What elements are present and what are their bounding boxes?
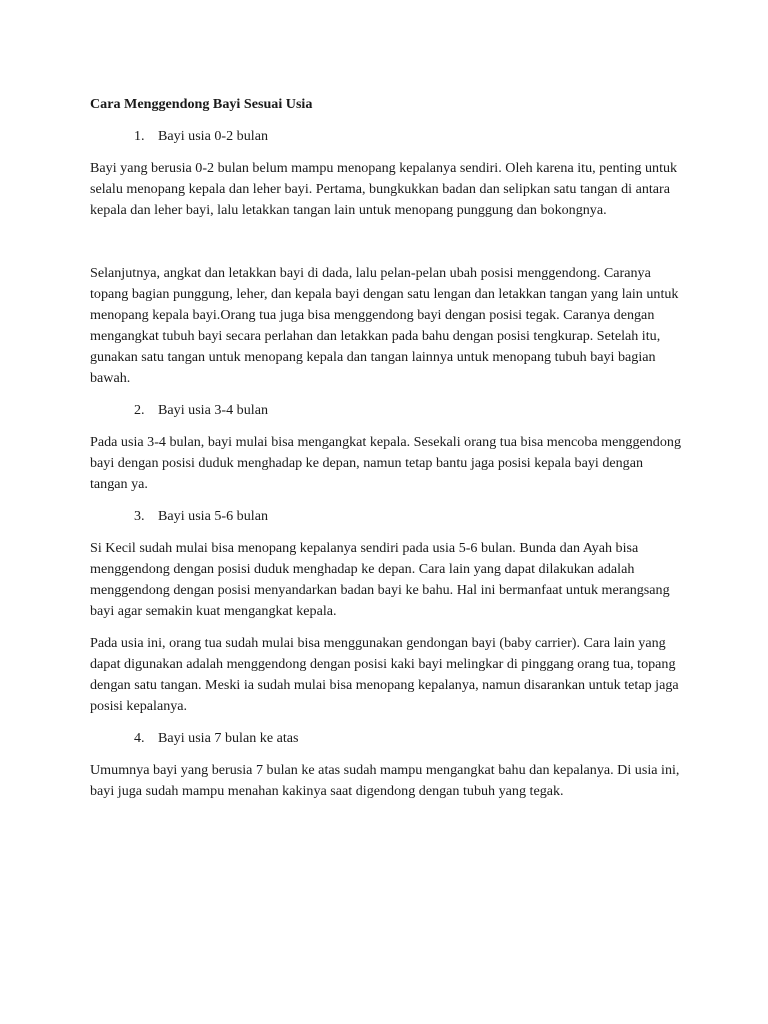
list-number: 4. bbox=[134, 730, 145, 746]
paragraph: Pada usia ini, orang tua sudah mulai bisa menggunakan gendongan bayi (baby carrier). Cara lain yang dapat digunakan adalah menggendong dengan posisi kaki bayi melingkar di pinggang orang tua, topang dengan satu tangan. Meski ia sudah mulai bisa menopang kepalanya, namun disarankan untuk tetap jaga posisi kepalanya. bbox=[90, 635, 679, 714]
paragraph: Selanjutnya, angkat dan letakkan bayi di dada, lalu pelan-pelan ubah posisi menggendong. Caranya topang bagian punggung, leher, dan kepala bayi dengan satu lengan dan letakkan tangan yang lain untuk menopang kepala bayi.Orang tua juga bisa menggendong bayi dengan posisi tegak. Caranya dengan mengangkat tubuh bayi secara perlahan dan letakkan pada bahu dengan posisi tengkurap. Setelah itu, gunakan satu tangan untuk menopang kepala dan tangan lainnya untuk menopang tubuh bayi bagian bawah. bbox=[90, 265, 679, 386]
paragraph: Bayi yang berusia 0-2 bulan belum mampu menopang kepalanya sendiri. Oleh karena itu, penting untuk selalu menopang kepala dan leher bayi. Pertama, bungkukkan badan dan selipkan satu tangan di antara kepala dan leher bayi, lalu letakkan tangan lain untuk menopang punggung dan bokongnya. bbox=[90, 160, 678, 218]
paragraph: Pada usia 3-4 bulan, bayi mulai bisa mengangkat kepala. Sesekali orang tua bisa mencoba menggendong bayi dengan posisi duduk menghadap ke depan, namun tetap bantu jaga posisi kepala bayi dengan tangan ya. bbox=[90, 434, 681, 492]
document-title: Cara Menggendong Bayi Sesuai Usia bbox=[90, 96, 313, 112]
list-item-4 bbox=[90, 728, 682, 749]
list-item-3 bbox=[90, 506, 682, 527]
list-number: 2. bbox=[134, 402, 145, 418]
blank-line bbox=[90, 232, 682, 263]
paragraph: Umumnya bayi yang berusia 7 bulan ke atas sudah mampu mengangkat bahu dan kepalanya. Di usia ini, bayi juga sudah mampu menahan kakinya saat digendong dengan tubuh yang tegak. bbox=[90, 762, 680, 799]
list-heading: Bayi usia 5-6 bulan bbox=[158, 508, 268, 524]
list-number: 3. bbox=[134, 508, 145, 524]
list-heading: Bayi usia 3-4 bulan bbox=[158, 402, 268, 418]
list-number: 1. bbox=[134, 128, 145, 144]
list-item-1 bbox=[90, 126, 682, 147]
list-heading: Bayi usia 0-2 bulan bbox=[158, 128, 268, 144]
list-item-2 bbox=[90, 400, 682, 421]
list-heading: Bayi usia 7 bulan ke atas bbox=[158, 730, 299, 746]
paragraph: Si Kecil sudah mulai bisa menopang kepalanya sendiri pada usia 5-6 bulan. Bunda dan Ayah bisa menggendong dengan posisi duduk menghadap ke depan. Cara lain yang dapat dilakukan adalah menggendong dengan posisi menyandarkan badan bayi ke bahu. Hal ini bermanfaat untuk merangsang bayi agar semakin kuat mengangkat kepala. bbox=[90, 540, 670, 619]
